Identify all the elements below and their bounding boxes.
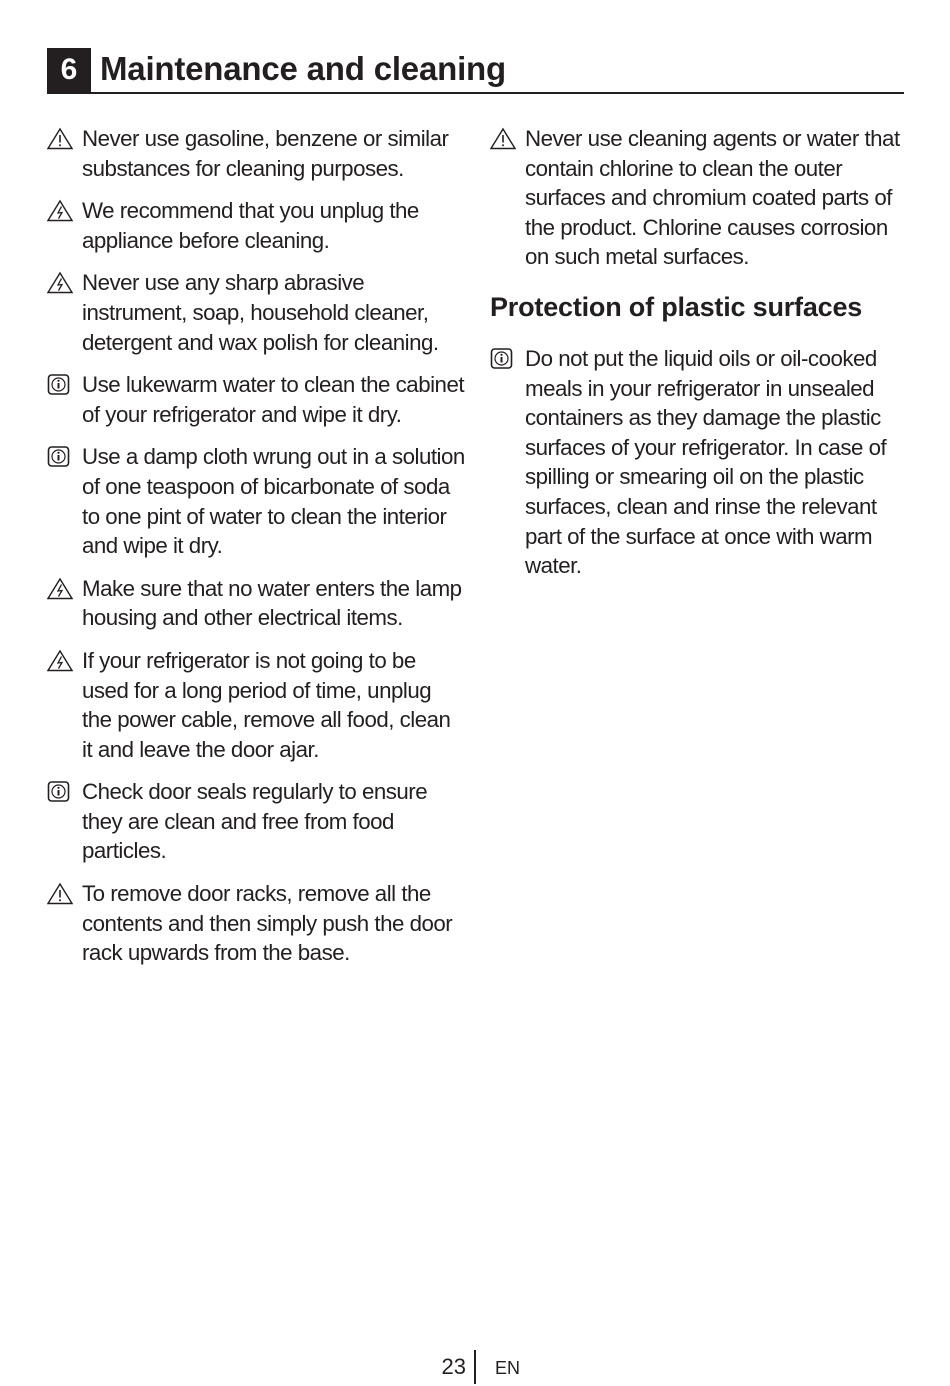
subheading: Protection of plastic surfaces: [490, 291, 863, 322]
item-text: Make sure that no water enters the lamp housing and other electrical items.: [82, 575, 462, 631]
page-number: 23: [441, 1354, 466, 1379]
item-text: Check door seals regularly to ensure they are clean and free from food particles.: [82, 779, 428, 864]
item-text: If your refrigerator is not going to be used for a long period of time, unplug the power cable, remove all food, clean it and leave the door ajar.: [82, 647, 451, 762]
item-text: Use lukewarm water to clean the cabinet of your refrigerator and wipe it dry.: [82, 372, 465, 427]
warning-icon: [47, 882, 73, 905]
item-text: Never use cleaning agents or water that contain chlorine to clean the outer surfaces and chromium coated parts of the product. Chlorine causes corrosion on such metal surfaces.: [525, 126, 900, 270]
item-text: Do not put the liquid oils or oil-cooked meals in your refrigerator in unsealed containers as they damage the plastic surfaces of your refrigerator. In case of spilling or smearing oil on the plastic surfaces, clean and rinse the relevant part of the surface at once with warm water.: [525, 345, 887, 579]
list-item: [47, 370, 465, 429]
section-header: [47, 46, 904, 94]
list-item: [47, 879, 465, 968]
list-item: [47, 777, 465, 866]
electric-warning-icon: [47, 649, 73, 672]
electric-warning-icon: [47, 199, 73, 222]
item-text: Never use any sharp abrasive instrument, soap, household cleaner, detergent and wax polish for cleaning.: [82, 270, 439, 355]
left-column: [47, 124, 465, 981]
info-icon: [490, 347, 516, 370]
item-text: To remove door racks, remove all the contents and then simply push the door rack upwards from the base.: [82, 881, 453, 966]
list-item: [47, 268, 465, 357]
item-text: Never use gasoline, benzene or similar substances for cleaning purposes.: [82, 126, 449, 181]
list-item: [47, 442, 465, 560]
electric-warning-icon: [47, 577, 73, 600]
warning-icon: [47, 127, 73, 150]
info-icon: [47, 445, 73, 468]
language-code: EN: [495, 1358, 521, 1378]
page-footer: [0, 1350, 950, 1386]
list-item: [47, 646, 465, 764]
list-item: [47, 196, 465, 255]
warning-icon: [490, 127, 516, 150]
list-item: [490, 344, 910, 581]
footer-divider: [474, 1350, 476, 1384]
right-column: [490, 124, 910, 594]
info-icon: [47, 373, 73, 396]
info-icon: [47, 780, 73, 803]
list-item: [490, 124, 910, 272]
electric-warning-icon: [47, 271, 73, 294]
list-item: [47, 124, 465, 183]
list-item: [47, 574, 465, 633]
item-text: We recommend that you unplug the appliance before cleaning.: [82, 198, 419, 253]
item-text: Use a damp cloth wrung out in a solution of one teaspoon of bicarbonate of soda to one pint of water to clean the interior and wipe it dry.: [82, 444, 465, 559]
page-title: Maintenance and cleaning: [100, 50, 506, 87]
section-number: 6: [47, 48, 91, 92]
